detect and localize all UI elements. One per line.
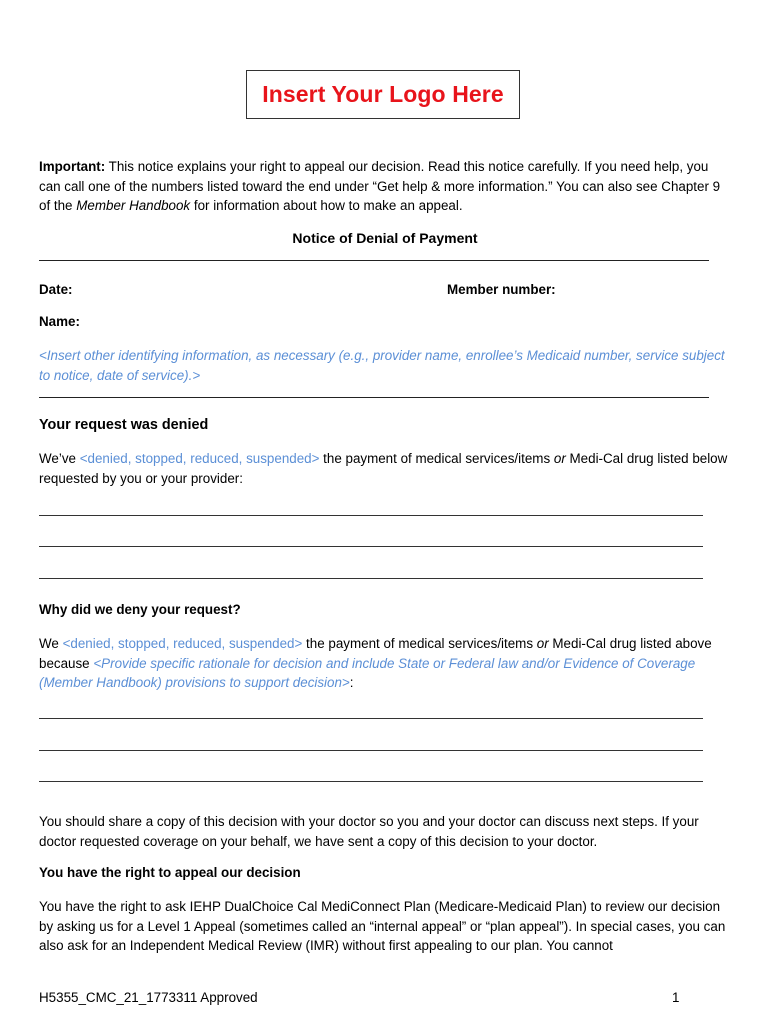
why-middle: the payment of medical services/items — [302, 636, 537, 651]
blank-line — [39, 718, 703, 719]
divider — [39, 397, 709, 398]
blank-line — [39, 750, 703, 751]
or-word: or — [553, 451, 566, 466]
section-heading-appeal: You have the right to appeal our decision — [39, 865, 301, 880]
member-number-label: Member number: — [447, 282, 556, 297]
denied-prefix: We’ve — [39, 451, 80, 466]
section-heading-denied: Your request was denied — [39, 417, 209, 433]
action-placeholder: <denied, stopped, reduced, suspended> — [62, 636, 303, 651]
action-placeholder: <denied, stopped, reduced, suspended> — [79, 451, 320, 466]
denied-paragraph — [39, 449, 729, 488]
important-label: Important: — [39, 159, 106, 174]
blank-line — [39, 578, 703, 579]
notice-title: Notice of Denial of Payment — [292, 230, 478, 246]
rationale-placeholder: <Provide specific rationale for decision and include State or Federal law and/or Evidence of Coverage (Member Handbook) provisions to support decision> — [39, 655, 696, 690]
blank-line — [39, 515, 703, 516]
page-number: 1 — [672, 990, 680, 1005]
other-info-placeholder: <Insert other identifying information, as necessary (e.g., provider name, enrollee’s Medicaid number, service subject to notice, date of service).> — [39, 348, 725, 383]
intro-text-2: for information about how to make an appeal. — [190, 198, 463, 213]
date-label: Date: — [39, 282, 73, 297]
intro-paragraph — [39, 157, 729, 216]
denied-suffix: Medi-Cal drug listed below requested by you or your provider: — [39, 451, 728, 486]
appeal-paragraph: You have the right to ask IEHP DualChoice Cal MediConnect Plan (Medicare-Medicaid Plan) to review our decision by asking us for a Level 1 Appeal (sometimes called an “internal appeal” or “plan appeal”). In special cases, you can also ask for an Independent Medical Review (IMR) without first appealing to our plan. You cannot — [39, 899, 726, 953]
logo-placeholder — [246, 70, 520, 119]
section-heading-why: Why did we deny your request? — [39, 602, 241, 617]
why-colon: : — [349, 675, 354, 690]
why-paragraph — [39, 634, 729, 693]
name-label: Name: — [39, 314, 80, 329]
or-word: or — [536, 636, 549, 651]
footer-code: H5355_CMC_21_1773311 Approved — [39, 990, 258, 1005]
intro-text-1: This notice explains your right to appeal our decision. Read this notice carefully. If you need help, you can call one of the numbers listed toward the end under “Get help & more information.” You can also see Chapter 9 of the — [39, 159, 721, 213]
member-handbook-title: Member Handbook — [76, 198, 191, 213]
logo-text: Insert Your Logo Here — [262, 81, 504, 107]
blank-line — [39, 546, 703, 547]
share-paragraph: You should share a copy of this decision with your doctor so you and your doctor can discuss next steps. If your doctor requested coverage on your behalf, we have sent a copy of this decision to your doctor. — [39, 814, 699, 849]
divider — [39, 260, 709, 261]
why-suffix: Medi-Cal drug listed above because — [39, 636, 712, 671]
denied-middle: the payment of medical services/items — [319, 451, 554, 466]
blank-line — [39, 781, 703, 782]
why-prefix: We — [39, 636, 63, 651]
